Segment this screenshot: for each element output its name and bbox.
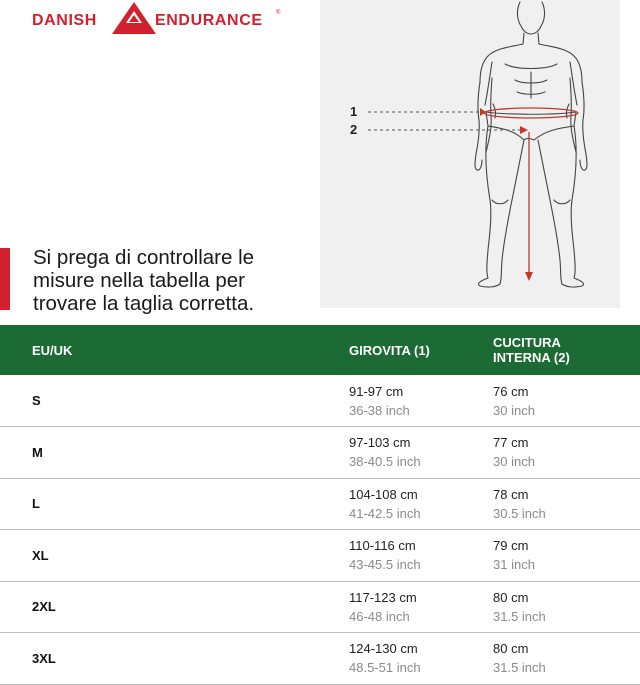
inseam-inch: 30 inch xyxy=(493,402,535,418)
size-label: 3XL xyxy=(32,650,56,666)
inseam-cm: 80 cm xyxy=(493,641,529,657)
header-waist: GIROVITA (1) xyxy=(349,342,430,358)
table-row xyxy=(0,530,640,582)
waist-cm: 91-97 cm xyxy=(349,383,404,399)
inseam-inch: 30.5 inch xyxy=(493,505,546,521)
waist-inch: 46-48 inch xyxy=(349,608,410,624)
waist-inch: 43-45.5 inch xyxy=(349,557,421,573)
brand-logo[interactable] xyxy=(32,2,282,36)
waist-cm: 97-103 cm xyxy=(349,435,411,451)
waist-cell xyxy=(349,375,493,427)
inseam-cm: 77 cm xyxy=(493,435,529,451)
table-row xyxy=(0,478,640,530)
inseam-cm: 79 cm xyxy=(493,538,529,554)
brand-word-endurance: ENDURANCE xyxy=(155,12,263,29)
inseam-inch: 31.5 inch xyxy=(493,608,546,624)
table-row xyxy=(0,633,640,685)
brand-word-danish: DANISH xyxy=(32,12,97,29)
measurement-figure-panel xyxy=(320,0,620,308)
table-row xyxy=(0,375,640,427)
waist-cm: 104-108 cm xyxy=(349,486,418,502)
waist-cell xyxy=(349,478,493,530)
waist-inch: 36-38 inch xyxy=(349,402,410,418)
waist-cm: 124-130 cm xyxy=(349,641,418,657)
inseam-cell xyxy=(493,375,640,427)
waist-cm: 110-116 cm xyxy=(349,538,416,554)
waist-cm: 117-123 cm xyxy=(349,589,417,605)
waist-cell xyxy=(349,530,493,582)
waist-inch: 38-40.5 inch xyxy=(349,454,421,470)
inseam-cell xyxy=(493,427,640,479)
waist-inch: 41-42.5 inch xyxy=(349,505,421,521)
size-label: XL xyxy=(32,547,49,563)
waist-cell xyxy=(349,633,493,685)
size-label: M xyxy=(32,444,43,460)
header-inseam-line1: CUCITURA xyxy=(493,335,561,350)
inseam-cell xyxy=(493,530,640,582)
inseam-cell xyxy=(493,633,640,685)
inseam-inch: 30 inch xyxy=(493,454,535,470)
header-size: EU/UK xyxy=(32,342,73,358)
size-chart-table xyxy=(0,325,640,685)
size-label: S xyxy=(32,393,41,408)
inseam-cm: 80 cm xyxy=(493,589,529,605)
waist-inch: 48.5-51 inch xyxy=(349,660,421,676)
inseam-cm: 76 cm xyxy=(493,383,529,399)
trademark-symbol: ® xyxy=(276,10,281,16)
size-label: L xyxy=(32,496,40,512)
table-row xyxy=(0,581,640,633)
accent-bar xyxy=(0,248,10,310)
header-inseam xyxy=(493,325,640,375)
inseam-measurement-guide xyxy=(368,126,533,281)
header-inseam-line2: INTERNA (2) xyxy=(493,350,570,365)
body-measurement-figure xyxy=(320,0,620,308)
size-label: 2XL xyxy=(32,599,56,615)
table-header-row xyxy=(0,325,640,375)
mountain-logo-icon xyxy=(112,2,156,34)
inseam-cm: 78 cm xyxy=(493,486,529,502)
inseam-cell xyxy=(493,581,640,633)
marker-2-label: 2 xyxy=(350,122,358,137)
marker-1-label: 1 xyxy=(350,104,358,119)
waist-cell xyxy=(349,427,493,479)
inseam-cell xyxy=(493,478,640,530)
waist-measurement-guide xyxy=(368,108,578,118)
waist-cell xyxy=(349,581,493,633)
intro-text: Si prega di controllare le misure nella tabella per trovare la taglia corretta. xyxy=(33,246,255,315)
inseam-inch: 31 inch xyxy=(493,557,535,573)
inseam-inch: 31.5 inch xyxy=(493,660,546,676)
table-row xyxy=(0,427,640,479)
